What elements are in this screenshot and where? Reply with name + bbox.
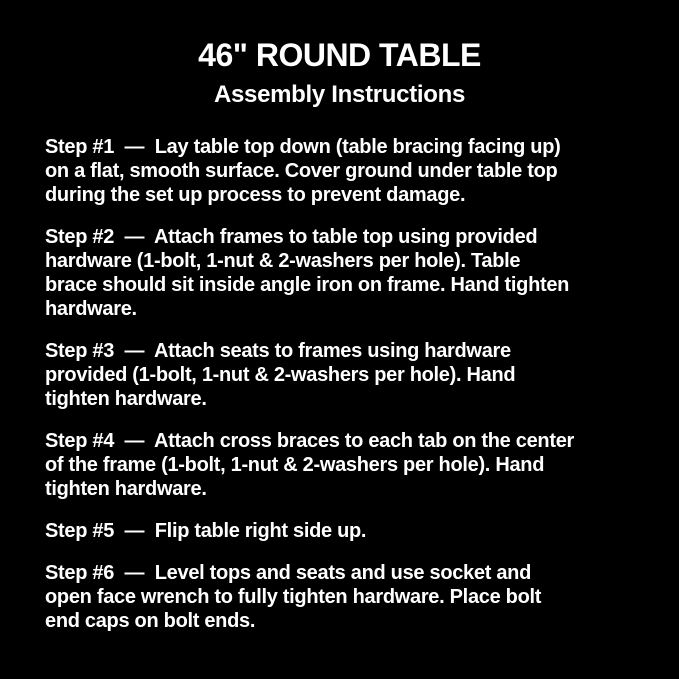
step-line: brace should sit inside angle iron on frame. Hand tighten <box>45 273 570 296</box>
step-line: hardware. <box>45 297 137 320</box>
page-title: 46" ROUND TABLE <box>198 37 481 73</box>
step-line: open face wrench to fully tighten hardware. Place bolt <box>45 585 542 608</box>
step-line: Step #2 — Attach frames to table top using provided <box>45 225 538 248</box>
step-line: Step #3 — Attach seats to frames using hardware <box>45 339 511 362</box>
step-line: end caps on bolt ends. <box>45 609 256 632</box>
step-line: Step #6 — Level tops and seats and use socket and <box>45 561 531 584</box>
step-line: Step #4 — Attach cross braces to each tab on the center <box>45 429 574 452</box>
step-item-2 <box>45 225 649 321</box>
step-line: of the frame (1-bolt, 1-nut & 2-washers per hole). Hand <box>45 453 545 476</box>
step-item-6 <box>45 561 649 633</box>
steps-list <box>45 135 649 633</box>
step-item-4 <box>45 429 649 501</box>
page-subtitle: Assembly Instructions <box>213 81 466 109</box>
step-line: on a flat, smooth surface. Cover ground under table top <box>45 159 558 182</box>
step-line: during the set up process to prevent damage. <box>45 183 466 206</box>
step-line: provided (1-bolt, 1-nut & 2-washers per hole). Hand <box>45 363 516 386</box>
step-line: Step #5 — Flip table right side up. <box>45 519 367 542</box>
step-item-3 <box>45 339 649 411</box>
step-line: Step #1 — Lay table top down (table bracing facing up) <box>45 135 561 158</box>
step-line: tighten hardware. <box>45 387 207 410</box>
step-line: hardware (1-bolt, 1-nut & 2-washers per hole). Table <box>45 249 521 272</box>
step-item-5 <box>45 519 649 543</box>
step-line: tighten hardware. <box>45 477 207 500</box>
step-item-1 <box>45 135 649 207</box>
